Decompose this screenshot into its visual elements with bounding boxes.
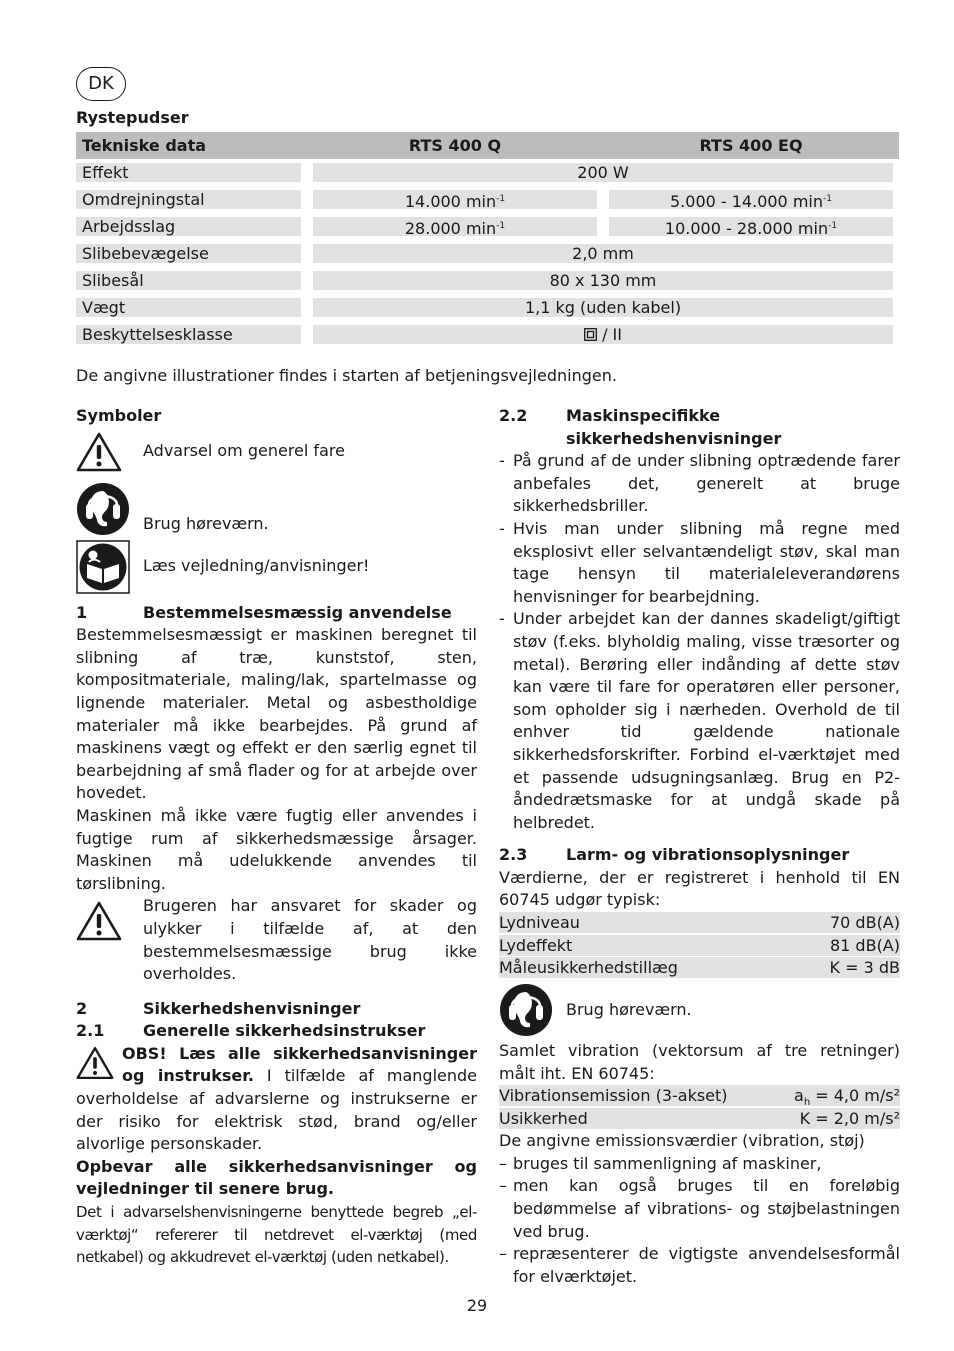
protection-class-ii-icon — [584, 328, 597, 341]
row-label: Vægt — [76, 298, 301, 317]
tech-data-table — [76, 132, 899, 348]
term-definition-text: Det i advarselshenvisningerne benyttede begreb „el-værktøj“ refererer til netdrevet el-værktøj (med netkabel) og akkudrevet el-værktøj (uden netkabel). — [76, 1203, 477, 1267]
warning-text: Brugeren har ansvaret for skader og ulykker i tilfælde af, at den bestemmelsesmæssige brug ikke overholdes. — [143, 896, 477, 984]
noise-row: Måleusikkerhedstillæg K = 3 dB — [499, 958, 900, 978]
warning-icon — [76, 1046, 114, 1080]
symbol-warning — [76, 430, 477, 474]
section-2-3-heading: 2.3 Larm- og vibrationsoplysninger — [499, 845, 850, 865]
table-row — [76, 321, 899, 348]
intro-text: De angivne illustrationer findes i starten af betjeningsvejledningen. — [76, 366, 617, 385]
symbol-read-manual — [76, 540, 477, 594]
language-badge: DK — [76, 67, 126, 101]
section-1-paragraph: Bestemmelsesmæssigt er maskinen beregnet til slibning af træ, kunststof, sten, kompositmateriale, maling/lak, spartelmasse og lignende materialer. Metal og asbestholdige materialer må ikke bearbejdes. På grund af maskinens vægt og effekt er den særlig egnet til bearbejdning af små flader og for at arbejde over hovedet. — [76, 625, 477, 803]
table-row — [76, 213, 899, 240]
list-item: – repræsenterer de vigtigste anvendelsesformål for elværktøjet. — [499, 1243, 900, 1288]
section-1-heading: 1 Bestemmelsesmæssig anvendelse — [76, 602, 452, 622]
list-item: – men kan også bruges til en foreløbig bedømmelse af vibrations- og støjbelastningen ved brug. — [499, 1175, 900, 1243]
right-column — [499, 405, 900, 1288]
page-number: 29 — [466, 1296, 488, 1315]
section-2-2-heading: 2.2 Maskinspecifikke sikkerhedshenvisninger — [499, 406, 782, 448]
symbol-ear-protection — [499, 982, 900, 1038]
ear-protection-icon — [499, 983, 553, 1037]
section-title: Rystepudser — [76, 108, 189, 127]
row-value: 2,0 mm — [313, 244, 893, 263]
vibration-table — [499, 1085, 900, 1129]
emission-intro: De angivne emissionsværdier (vibration, støj) — [499, 1131, 865, 1151]
table-header-row — [76, 132, 899, 159]
ear-protection-icon — [76, 482, 130, 536]
noise-row: Lydniveau 70 dB(A) — [499, 913, 900, 933]
table-row — [76, 294, 899, 321]
section-2-heading: 2 Sikkerhedshenvisninger — [76, 998, 361, 1018]
read-manual-icon — [76, 540, 130, 594]
table-header: RTS 400 Q — [307, 132, 603, 159]
list-item: – bruges til sammenligning af maskiner, — [499, 1153, 900, 1176]
symbol-text: Brug høreværn. — [143, 514, 269, 533]
symbols-heading: Symboler — [76, 406, 162, 425]
row-value-q: 28.000 $\min^{-1}$ — [313, 217, 597, 236]
row-value-q: 14.000 $\min^{-1}$ — [313, 190, 597, 209]
vibration-intro: Samlet vibration (vektorsum af tre retninger) målt iht. EN 60745: — [499, 1041, 900, 1083]
symbol-text: Advarsel om generel fare — [143, 441, 345, 461]
row-label: Beskyttelsesklasse — [76, 325, 301, 344]
keep-instructions-text: Opbevar alle sikkerhedsanvisninger og vejledninger til senere brug. — [76, 1156, 477, 1199]
vibration-row: Usikkerhed K = 2,0 m/s² — [499, 1108, 900, 1128]
section-2-3-intro: Værdierne, der er registreret i henhold til EN 60745 udgør typisk: — [499, 867, 900, 910]
row-value: 200 W — [313, 163, 893, 182]
list-item: - Under arbejdet kan der dannes skadeligt/giftigt støv (f.eks. blyholdig maling, visse træsorter og metal). Berøring eller indånding af dette støv kan være til fare for operatøren eller personer, som opholder sig i nærheden. Overhold de til enhver tid gældende nationale sikkerhedsforskrifter. Forbind el-værktøjet med et passende udsugningsanlæg. Brug en P2-åndedrætsmaske for at undgå skade på helbredet. — [499, 608, 900, 834]
list-item: - Hvis man under slibning må regne med eksplosivt eller selvantændeligt støv, skal man tage hensyn til materialeleverandørens henvisninger for bearbejdning. — [499, 518, 900, 608]
table-row — [76, 267, 899, 294]
row-value: 80 x 130 mm — [313, 271, 893, 290]
row-value: 1,1 kg (uden kabel) — [313, 298, 893, 317]
noise-table — [499, 912, 900, 978]
table-row — [76, 186, 899, 213]
noise-row: Lydeffekt 81 dB(A) — [499, 935, 900, 955]
row-label: Effekt — [76, 163, 301, 182]
row-label: Slibebevægelse — [76, 244, 301, 263]
row-label: Slibesål — [76, 271, 301, 290]
row-value-eq: 5.000 - 14.000 $\min^{-1}$ — [609, 190, 893, 209]
symbol-text: Brug høreværn. — [566, 999, 692, 1019]
vibration-row: Vibrationsemission (3-akset) $a_h = 4,0$ m/s² — [499, 1086, 900, 1109]
row-value-eq: 10.000 - 28.000 $\min^{-1}$ — [609, 217, 893, 236]
warning-icon — [76, 432, 122, 472]
row-label: Omdrejningstal — [76, 190, 301, 209]
table-header: RTS 400 EQ — [603, 132, 899, 159]
symbol-text: Læs vejledning/anvisninger! — [143, 556, 370, 576]
section-1-warning — [76, 895, 477, 985]
row-value: / II — [313, 325, 893, 344]
obs-paragraph: OBS! Læs alle sikkerhedsanvisninger og instrukser. I tilfælde af manglende overholdelse af advarslerne og instrukserne er der risiko for elektrisk stød, brand og/eller alvorlige personskader. — [76, 1043, 477, 1154]
symbol-ear-protection — [76, 480, 477, 536]
emission-list — [499, 1153, 900, 1289]
section-2-2-list — [499, 450, 900, 834]
table-row — [76, 159, 899, 186]
list-item: - På grund af de under slibning optrædende farer anbefales det, generelt at bruge sikkerhedsbriller. — [499, 450, 900, 518]
warning-icon — [76, 901, 122, 941]
section-1-paragraph-2: Maskinen må ikke være fugtig eller anvendes i fugtige rum af sikkerhedsmæssige årsager. Maskinen må udelukkende anvendes til tørslibning. — [76, 805, 477, 893]
table-row — [76, 240, 899, 267]
row-label: Arbejdsslag — [76, 217, 301, 236]
section-2-1-heading: 2.1 Generelle sikkerhedsinstrukser — [76, 1021, 426, 1041]
left-column — [76, 405, 477, 1269]
table-header: Tekniske data — [76, 132, 307, 159]
